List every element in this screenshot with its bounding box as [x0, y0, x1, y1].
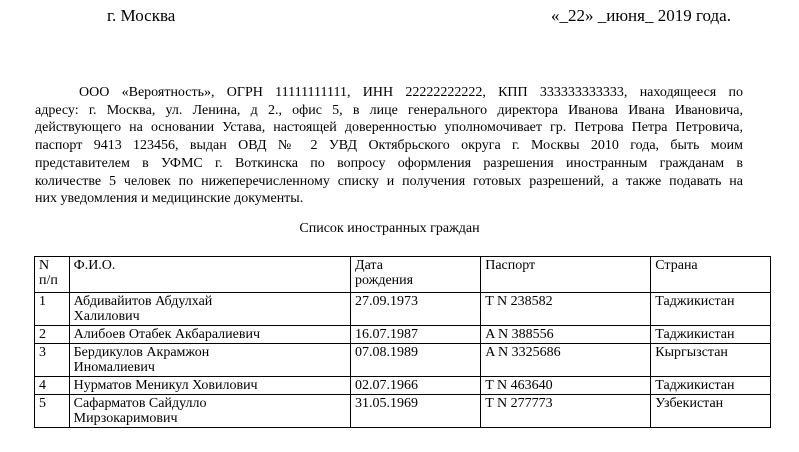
cell-country: Кыргызстан	[651, 344, 771, 377]
cell-fio	[69, 344, 350, 377]
cell-dob: 31.05.1969	[351, 395, 481, 428]
cell-country: Таджикистан	[651, 326, 771, 344]
header-fio: Ф.И.О.	[69, 257, 350, 293]
cell-fio-line1: Абдивайитов Абдулхай	[73, 294, 213, 309]
cell-number: 4	[35, 377, 70, 395]
cell-passport: A N 3325686	[481, 344, 651, 377]
body-text-line: представителем в УФМС г. Воткинска по вопросу оформления разрешения иностранным гражданам в	[35, 155, 743, 171]
power-of-attorney-text	[35, 84, 743, 208]
cell-country: Таджикистан	[651, 293, 771, 326]
body-text-line: паспорт 9413 123456, выдан ОВД № 2 УВД Октябрьского округа г. Москвы 2010 года, быть моим	[35, 138, 743, 154]
cell-fio	[69, 293, 350, 326]
cell-passport: T N 463640	[481, 377, 651, 395]
document-date: «_22» _июня_ 2019 года.	[551, 6, 731, 25]
cell-country: Таджикистан	[651, 377, 771, 395]
cell-fio: Нурматов Меникул Ховилович	[69, 377, 350, 395]
cell-fio-line2: Халилович	[73, 309, 140, 324]
cell-dob: 07.08.1989	[351, 344, 481, 377]
cell-dob: 16.07.1987	[351, 326, 481, 344]
cell-fio-line2: Мирзокаримович	[73, 411, 178, 426]
table-row	[35, 377, 771, 395]
cell-dob: 27.09.1973	[351, 293, 481, 326]
header-country: Страна	[651, 257, 771, 293]
table-row	[35, 293, 771, 326]
table-header-row	[35, 257, 771, 293]
document-city: г. Москва	[107, 6, 176, 25]
cell-fio-line2: Иномалиевич	[73, 360, 155, 375]
body-text-line: действующего на основании Устава, настоящей доверенностью уполномочивает гр. Петрова Петра Петровича,	[35, 120, 743, 136]
header-passport: Паспорт	[481, 257, 651, 293]
cell-country: Узбекистан	[651, 395, 771, 428]
cell-number: 2	[35, 326, 70, 344]
cell-dob: 02.07.1966	[351, 377, 481, 395]
header-dob	[351, 257, 481, 293]
table-row	[35, 344, 771, 377]
header-number-line1: N	[39, 258, 50, 273]
header-dob-line1: Дата	[355, 258, 383, 273]
header-number	[35, 257, 70, 293]
cell-passport: A N 388556	[481, 326, 651, 344]
body-text-line: адресу: г. Москва, ул. Ленина, д 2., офис 5, в лице генерального директора Иванова Ивана Ивановича,	[35, 102, 743, 118]
cell-passport: T N 277773	[481, 395, 651, 428]
cell-fio-line1: Сафарматов Сайдулло	[73, 396, 207, 411]
body-text-line: количестве 5 человек по нижеперечисленному списку и получения готовых разрешений, а также подавать на	[35, 173, 743, 189]
body-text-line: ООО «Вероятность», ОГРН 11111111111, ИНН 22222222222, КПП 333333333333, находящееся по	[79, 85, 743, 100]
table-row	[35, 395, 771, 428]
cell-fio: Алибоев Отабек Акбаралиевич	[69, 326, 350, 344]
cell-number: 1	[35, 293, 70, 326]
list-title: Список иностранных граждан	[299, 221, 480, 236]
header-dob-line2: рождения	[355, 273, 414, 288]
cell-fio-line1: Бердикулов Акрамжон	[73, 345, 210, 360]
foreign-citizens-table	[34, 256, 771, 428]
cell-passport: T N 238582	[481, 293, 651, 326]
cell-number: 3	[35, 344, 70, 377]
body-text-line: них уведомления и медицинские документы.	[35, 191, 304, 207]
header-number-line2: п/п	[39, 273, 58, 288]
cell-number: 5	[35, 395, 70, 428]
cell-fio	[69, 395, 350, 428]
table-row	[35, 326, 771, 344]
